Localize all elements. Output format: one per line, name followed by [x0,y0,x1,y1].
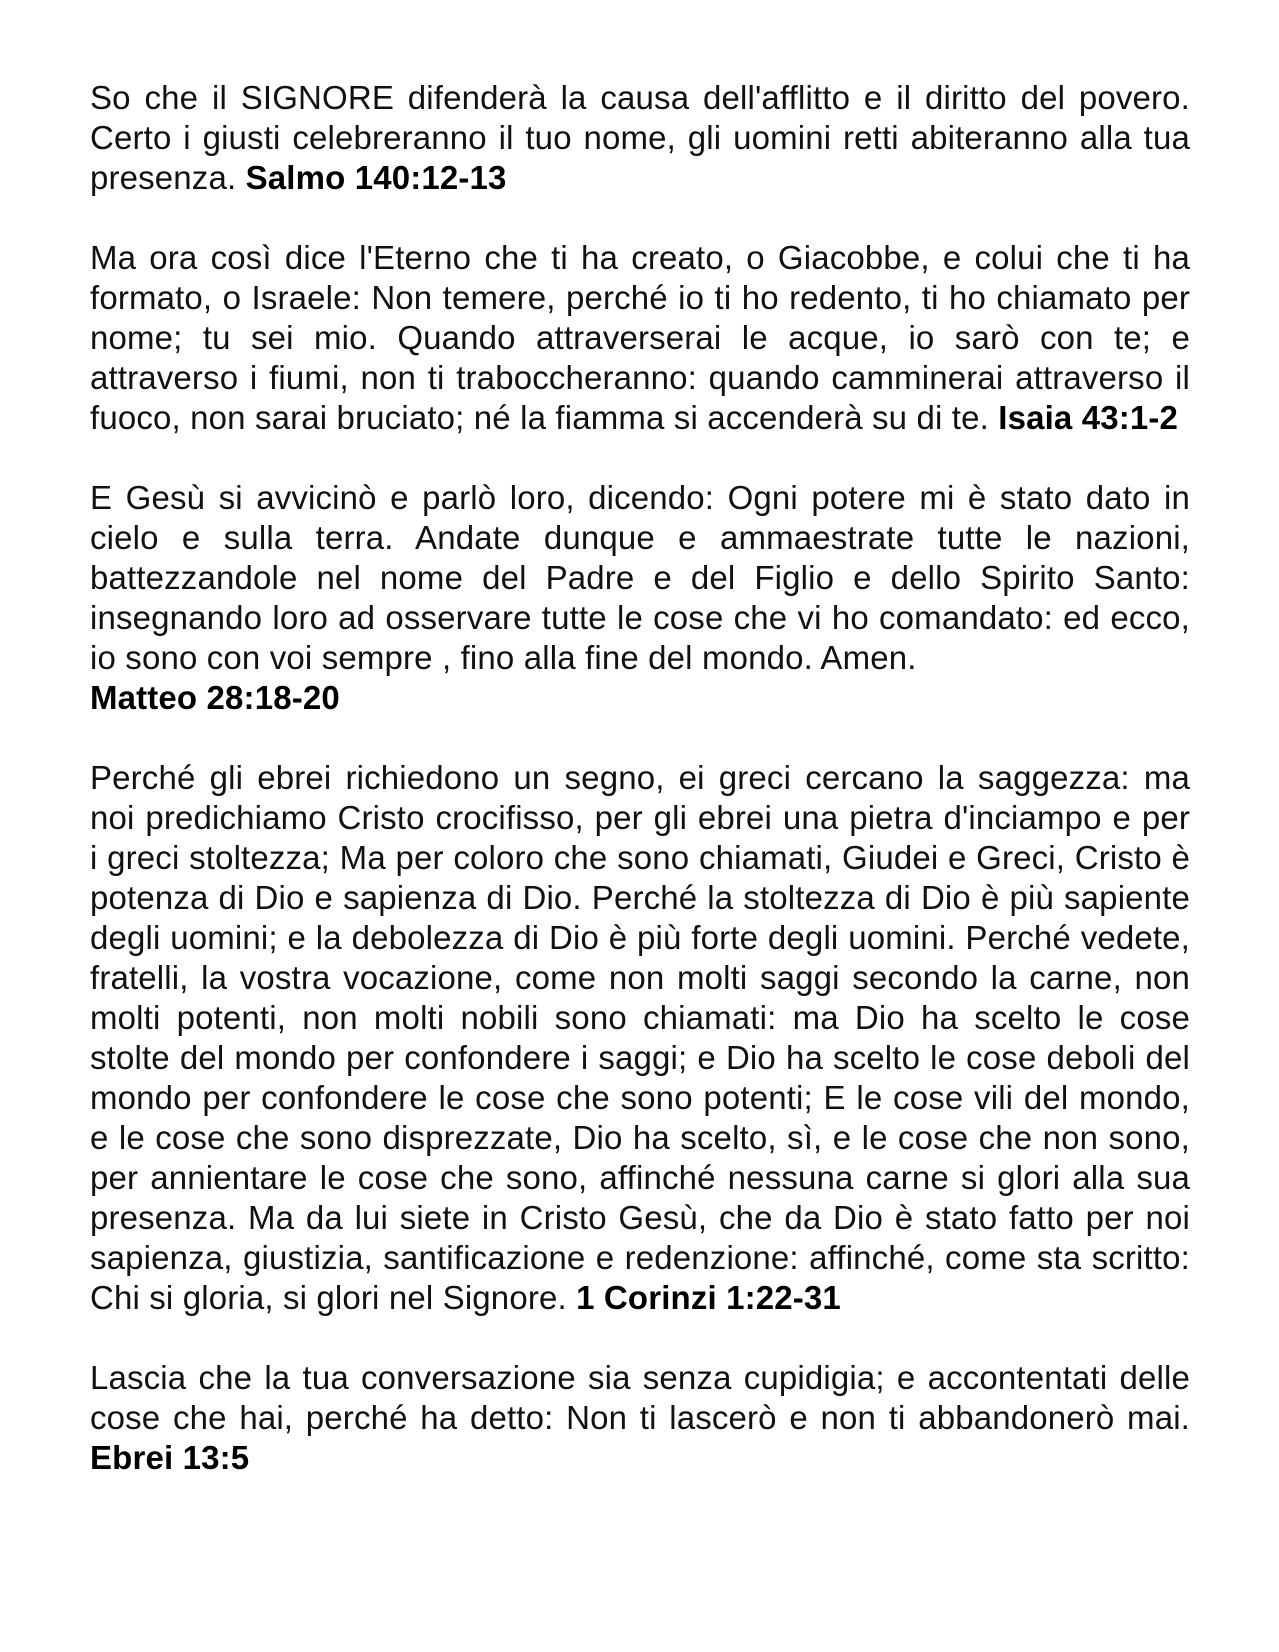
scripture-reference: Salmo 140:12-13 [245,159,507,196]
passage-text: E Gesù si avvicinò e parlò loro, dicendo: Ogni potere mi è stato dato in cielo e sulla terra. Andate dunque e ammaestrate tutte le nazioni, battezzandole nel nome del Padre e del Figlio e dello Spirito Santo: insegnando loro ad osservare tutte le cose che vi ho comandato: ed ecco, io sono con voi sempre , fino alla fine del mondo. Amen. [90,479,1190,676]
passage-matteo-28 [90,478,1190,718]
scripture-reference: Ebrei 13:5 [90,1439,250,1476]
passage-text: Lascia che la tua conversazione sia senza cupidigia; e accontentati delle cose che hai, perché ha detto: Non ti lascerò e non ti abbandonerò mai. [90,1359,1190,1436]
passage-text: So che il SIGNORE difenderà la causa dell'afflitto e il diritto del povero. Certo i giusti celebreranno il tuo nome, gli uomini retti abiteranno alla tua presenza. [90,79,1190,196]
passage-ebrei-13 [90,1358,1190,1478]
scripture-reference: 1 Corinzi 1:22-31 [576,1279,841,1316]
scripture-reference: Matteo 28:18-20 [90,679,340,716]
document-page [90,78,1190,1518]
passage-isaia-43 [90,238,1190,438]
passage-text: Perché gli ebrei richiedono un segno, ei greci cercano la saggezza: ma noi predichiamo Cristo crocifisso, per gli ebrei una pietra d'inciampo e per i greci stoltezza; Ma per coloro che sono chiamati, Giudei e Greci, Cristo è potenza di Dio e sapienza di Dio. Perché la stoltezza di Dio è più sapiente degli uomini; e la debolezza di Dio è più forte degli uomini. Perché vedete, fratelli, la vostra vocazione, come non molti saggi secondo la carne, non molti potenti, non molti nobili sono chiamati: ma Dio ha scelto le cose stolte del mondo per confondere i saggi; e Dio ha scelto le cose deboli del mondo per confondere le cose che sono potenti; E le cose vili del mondo, e le cose che sono disprezzate, Dio ha scelto, sì, e le cose che non sono, per annientare le cose che sono, affinché nessuna carne si glori alla sua presenza. Ma da lui siete in Cristo Gesù, che da Dio è stato fatto per noi sapienza, giustizia, santificazione e redenzione: affinché, come sta scritto: Chi si gloria, si glori nel Signore. [90,759,1190,1316]
passage-salmo-140 [90,78,1190,198]
passage-text: Ma ora così dice l'Eterno che ti ha creato, o Giacobbe, e colui che ti ha formato, o Israele: Non temere, perché io ti ho redento, ti ho chiamato per nome; tu sei mio. Quando attraverserai le acque, io sarò con te; e attraverso i fiumi, non ti traboccheranno: quando camminerai attraverso il fuoco, non sarai bruciato; né la fiamma si accenderà su di te. [90,239,1190,436]
scripture-reference: Isaia 43:1-2 [998,399,1179,436]
passage-1-corinzi-1 [90,758,1190,1318]
